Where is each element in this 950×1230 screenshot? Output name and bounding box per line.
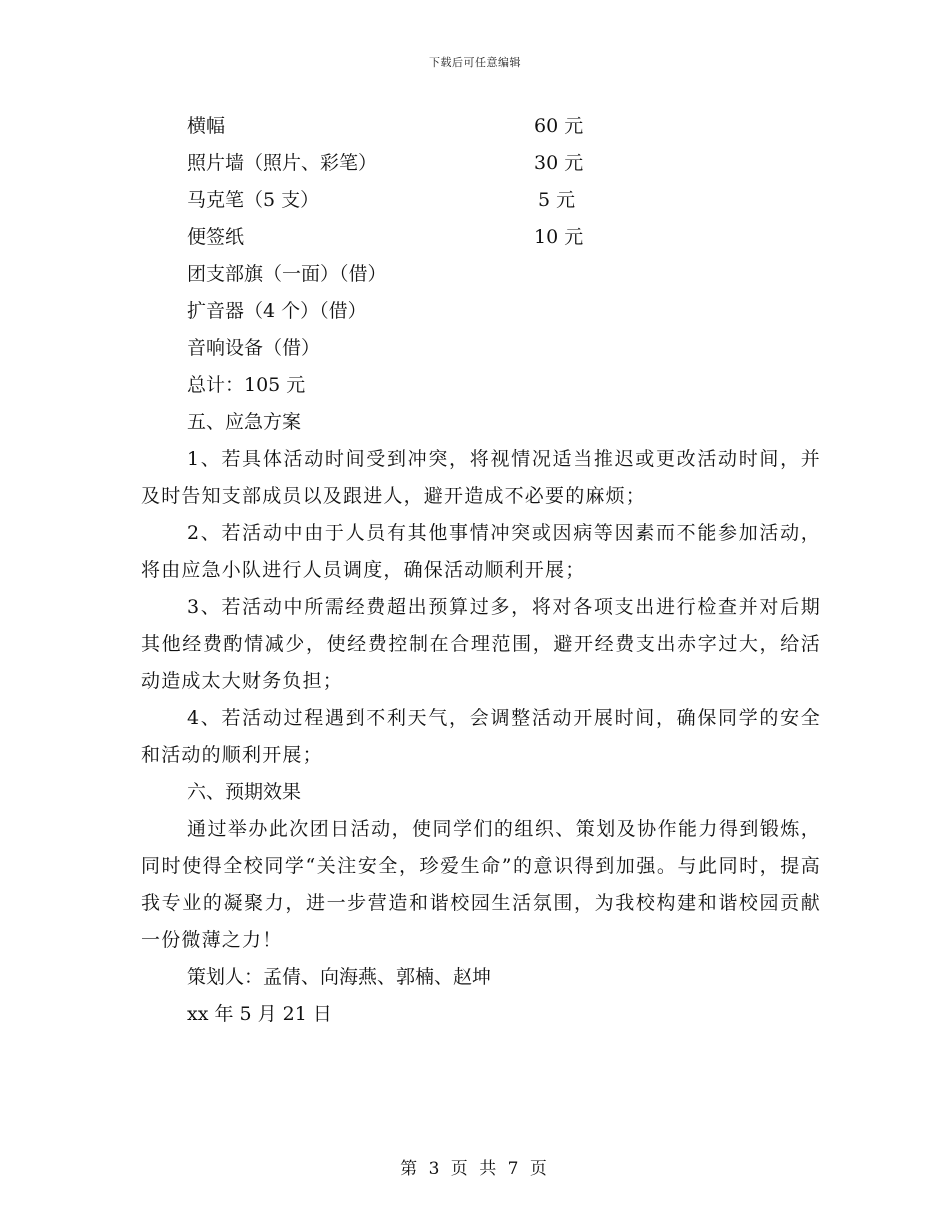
borrowed-item: 扩音器（4 个）（借）: [187, 300, 367, 322]
emergency-paragraph-1: 1、若具体活动时间受到冲突，将视情况适当推迟或更改活动时间，并及时告知支部成员以及跟进人，避开造成不必要的麻烦；: [141, 448, 821, 507]
section-heading-emergency: 五、应急方案: [187, 411, 302, 433]
date-line: xx 年 5 月 21 日: [187, 1003, 332, 1025]
emergency-paragraph-2: 2、若活动中由于人员有其他事情冲突或因病等因素而不能参加活动，将由应急小队进行人员调度，确保活动顺利开展；: [141, 522, 821, 581]
budget-item-price: 10 元: [534, 226, 584, 248]
budget-item-price: 5 元: [538, 189, 576, 211]
section-heading-expected-results: 六、预期效果: [187, 781, 302, 803]
planner-line: 策划人：孟倩、向海燕、郭楠、赵坤: [187, 966, 492, 988]
budget-item-name: 便签纸: [187, 226, 245, 248]
expected-results-paragraph: 通过举办此次团日活动，使同学们的组织、策划及协作能力得到锻炼，同时使得全校同学“关注安全，珍爱生命”的意识得到加强。与此同时，提高我专业的凝聚力，进一步营造和谐校园生活氛围，为我校构建和谐校园贡献一份微薄之力！: [141, 818, 821, 951]
budget-item-price: 60 元: [534, 115, 584, 137]
budget-item-name: 横幅: [187, 115, 226, 137]
borrowed-item: 团支部旗（一面）（借）: [187, 263, 387, 285]
page-header: 下载后可任意编辑: [429, 56, 521, 69]
budget-item-price: 30 元: [534, 152, 584, 174]
budget-item-name: 马克笔（5 支）: [187, 189, 320, 211]
budget-total: 总计：105 元: [187, 374, 306, 396]
emergency-paragraph-3: 3、若活动中所需经费超出预算过多，将对各项支出进行检查并对后期其他经费酌情减少，使经费控制在合理范围，避开经费支出赤字过大，给活动造成太大财务负担；: [141, 596, 821, 692]
budget-item-name: 照片墙（照片、彩笔）: [187, 152, 378, 174]
emergency-paragraph-4: 4、若活动过程遇到不利天气，会调整活动开展时间，确保同学的安全和活动的顺利开展；: [141, 707, 821, 766]
page-number-footer: 第 3 页 共 7 页: [400, 1159, 550, 1179]
borrowed-item: 音响设备（借）: [187, 337, 321, 359]
